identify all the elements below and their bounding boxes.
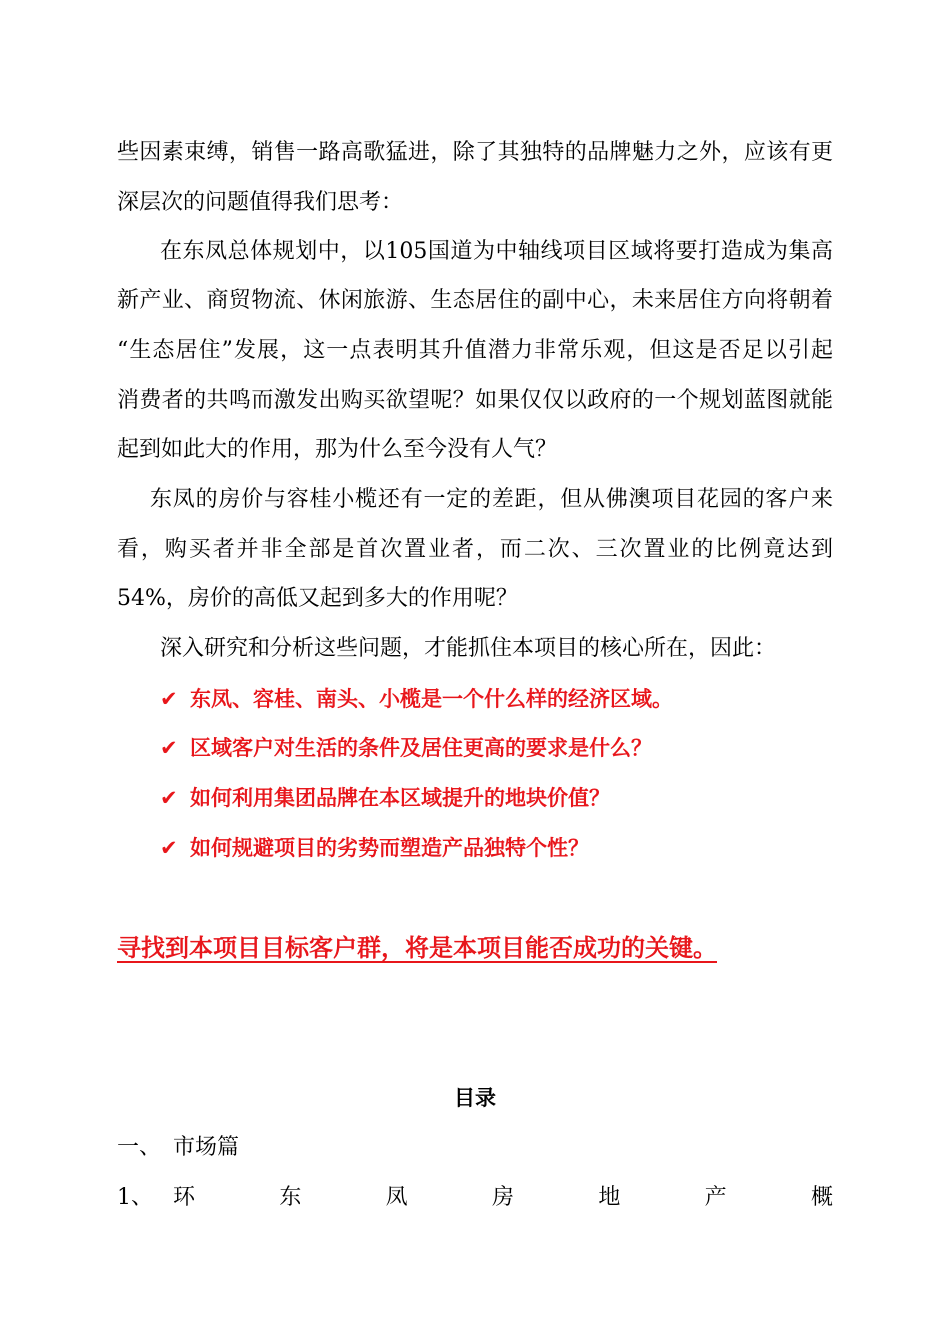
- body-text-line: 深层次的问题值得我们思考：: [117, 190, 404, 215]
- checkmark-icon: ✔: [160, 786, 178, 810]
- toc-title: 目录: [454, 1085, 496, 1110]
- body-text-line: 54%，房价的高低又起到多大的作用呢？: [117, 586, 518, 611]
- key-statement: 寻找到本项目目标客户群，将是本项目能否成功的关键。: [117, 933, 717, 962]
- toc-item-char: 环: [173, 1185, 196, 1210]
- body-text-line: “生态居住”发展，这一点表明其升值潜力非常乐观，但这是否足以引起: [117, 338, 833, 363]
- body-text-line: 起到如此大的作用，那为什么至今没有人气？: [117, 437, 558, 462]
- toc-item-label: [173, 1183, 833, 1213]
- toc-item-char: 房: [491, 1185, 514, 1210]
- body-text-line: 在东凤总体规划中，以105国道为中轴线项目区域将要打造成为集高: [160, 239, 833, 264]
- toc-item-char: 产: [704, 1185, 727, 1210]
- toc-section-number: 一、: [117, 1135, 162, 1160]
- body-text-line: 看，购买者并非全部是首次置业者，而二次、三次置业的比例竟达到: [117, 537, 833, 562]
- body-text-line: 消费者的共鸣而激发出购买欲望呢？如果仅仅以政府的一个规划蓝图就能: [117, 388, 833, 413]
- toc-section-label: 市场篇: [173, 1135, 240, 1160]
- bullet-text: 如何规避项目的劣势而塑造产品独特个性？: [190, 835, 589, 860]
- bullet-item: [160, 783, 610, 813]
- toc-item-char: 东: [279, 1185, 302, 1210]
- checkmark-icon: ✔: [160, 836, 178, 860]
- bullet-item: [160, 833, 589, 863]
- bullet-item: [160, 684, 673, 714]
- bullet-text: 东凤、容桂、南头、小榄是一个什么样的经济区域。: [190, 686, 673, 711]
- toc-item[interactable]: [117, 1183, 833, 1213]
- bullet-text: 区域客户对生活的条件及居住更高的要求是什么？: [190, 735, 652, 760]
- toc-item-char: 地: [598, 1185, 621, 1210]
- checkmark-icon: ✔: [160, 736, 178, 760]
- bullet-text: 如何利用集团品牌在本区域提升的地块价值？: [190, 785, 610, 810]
- body-text-line: 深入研究和分析这些问题，才能抓住本项目的核心所在，因此：: [160, 636, 777, 661]
- body-text-line: 东凤的房价与容桂小榄还有一定的差距，但从佛澳项目花园的客户来: [150, 487, 833, 512]
- toc-section[interactable]: [117, 1133, 833, 1163]
- toc-item-char: 凤: [385, 1185, 408, 1210]
- body-text-line: 新产业、商贸物流、休闲旅游、生态居住的副中心，未来居住方向将朝着: [117, 288, 833, 313]
- checkmark-icon: ✔: [160, 687, 178, 711]
- toc-item-char: 概: [810, 1185, 833, 1210]
- toc-item-number: 1、: [117, 1185, 153, 1210]
- body-text-line: 些因素束缚，销售一路高歌猛进，除了其独特的品牌魅力之外，应该有更: [117, 140, 833, 165]
- bullet-item: [160, 733, 652, 763]
